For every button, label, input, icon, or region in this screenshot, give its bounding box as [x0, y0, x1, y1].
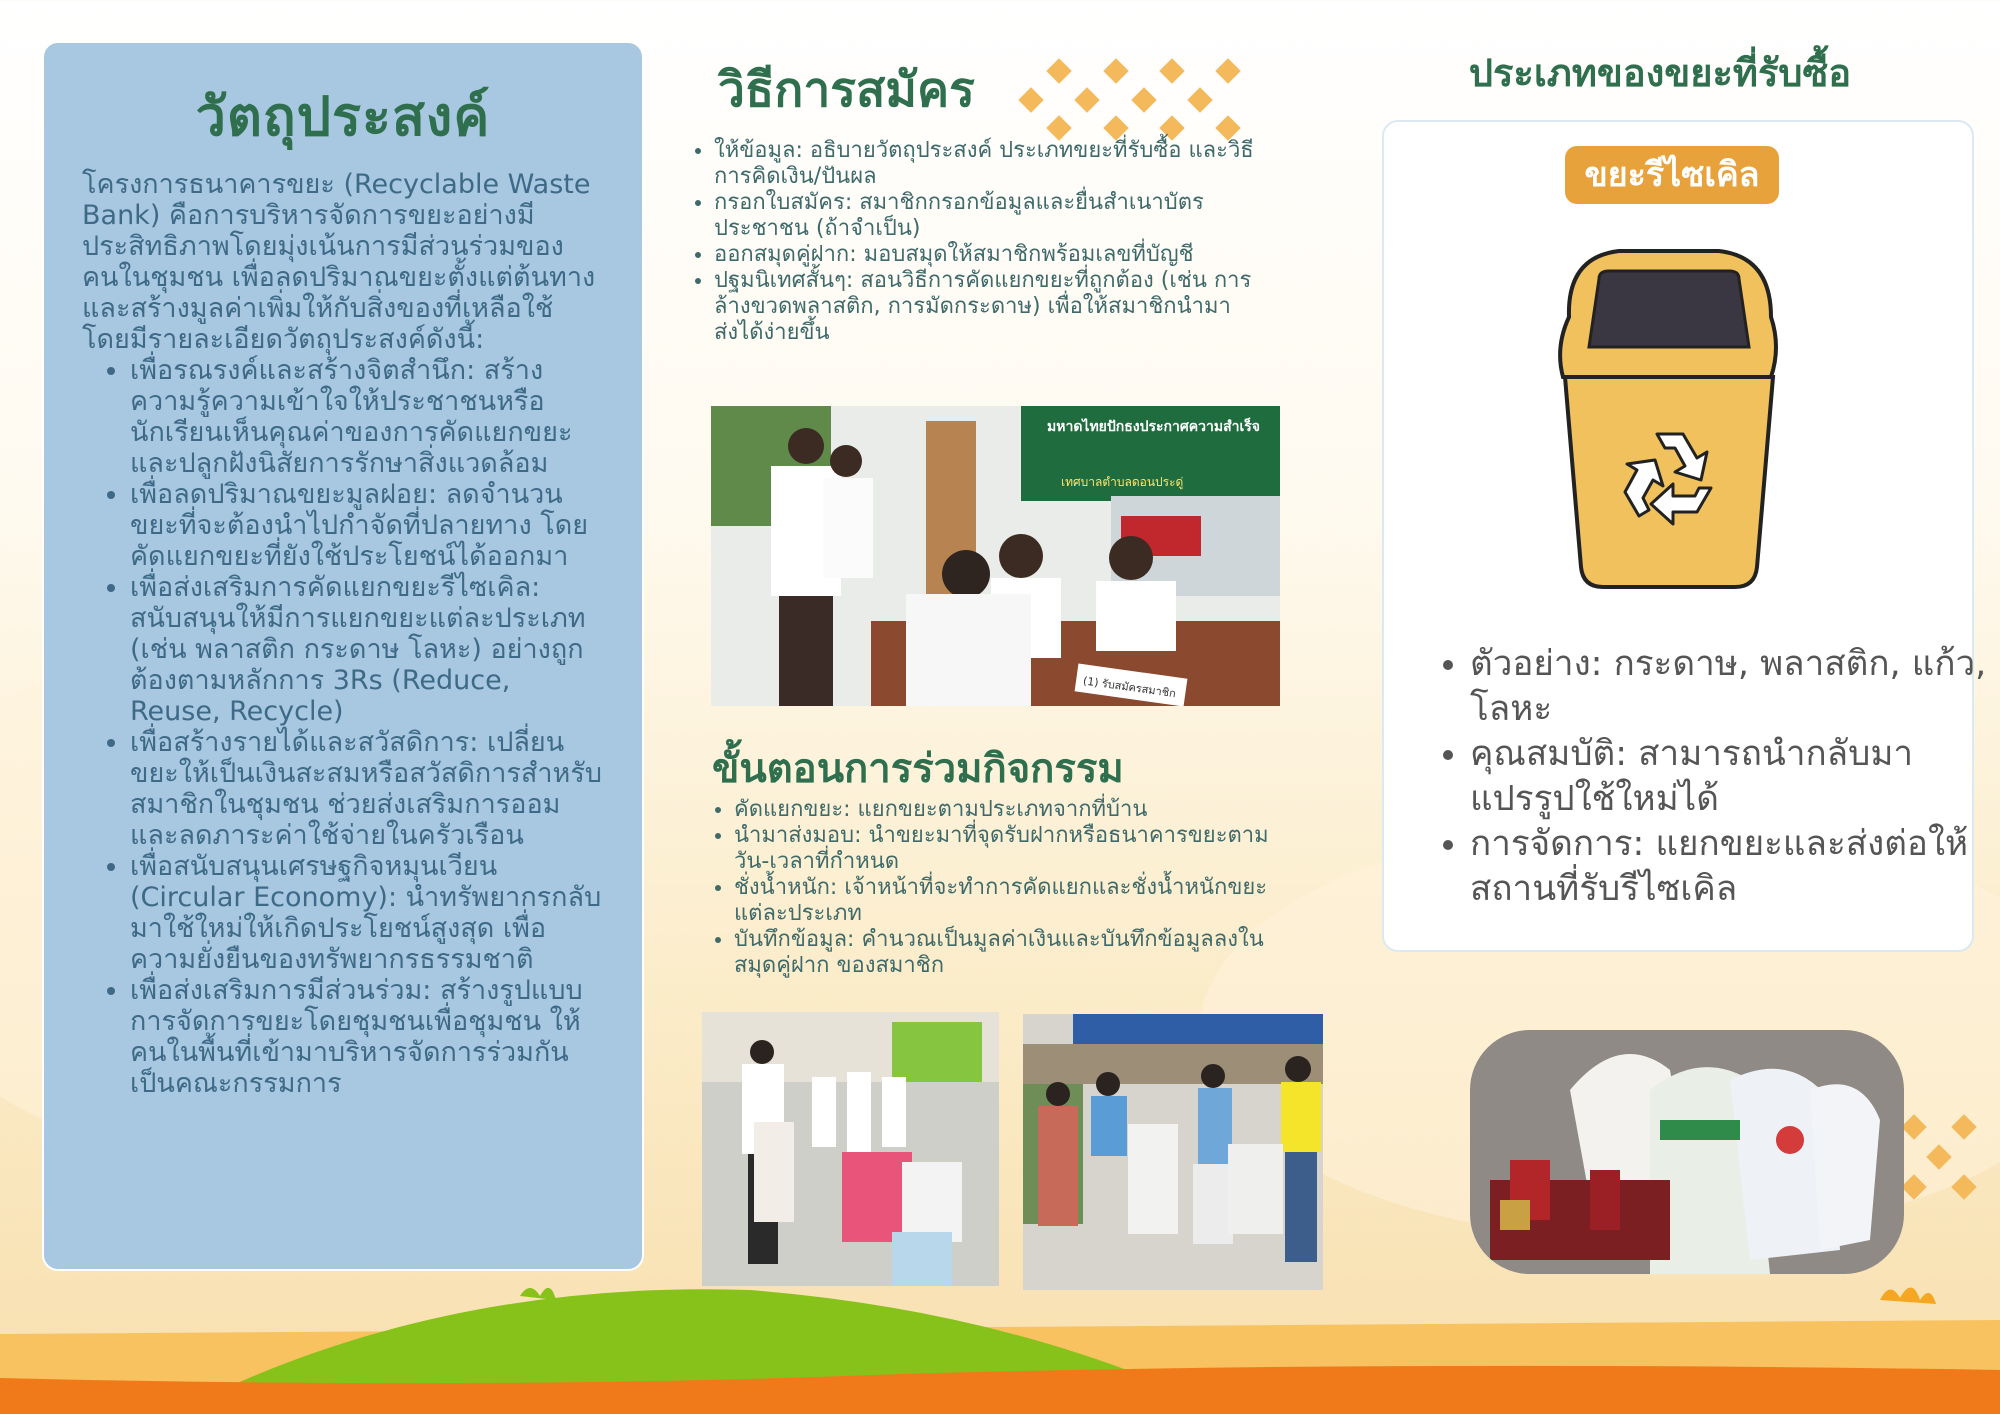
apply-list [686, 138, 1254, 346]
objective-item: • เพื่อส่งเสริมการคัดแยกขยะรีไซเคิล: สนับสนุนให้มีการแยกขยะแต่ละประเภท (เช่น พลาสติก กระดาษ โลหะ) อย่างถูกต้องตามหลักการ 3Rs (Reduce, Reuse, Recycle) [130, 572, 608, 727]
objective-title: วัตถุประสงค์ [195, 85, 491, 148]
recycle-badge: ขยะรีไซเคิล [1565, 146, 1779, 204]
types-title: ประเภทของขยะที่รับซื้อ [1468, 51, 1852, 95]
objective-item: • เพื่อรณรงค์และสร้างจิตสำนึก: สร้างความรู้ความเข้าใจให้ประชาชนหรือนักเรียนเห็นคุณค่าของการคัดแยกขยะ และปลูกฝังนิสัยการรักษาสิ่งแวดล้อม [130, 355, 608, 479]
objective-item: • เพื่อสร้างรายได้และสวัสดิการ: เปลี่ยนขยะให้เป็นเงินสะสมหรือสวัสดิการสำหรับสมาชิกในชุมชน ช่วยส่งเสริมการออมและลดภาระค่าใช้จ่ายในครัวเรือน [130, 727, 608, 851]
steps-item: • คัดแยกขยะ: แยกขยะตามประเภทจากที่บ้าน [734, 797, 1294, 823]
photo-banner-text: มหาดไทยปักธงประกาศความสำเร็จ [1047, 419, 1261, 435]
waste-bags-photo [1470, 1030, 1904, 1274]
registration-photo [711, 406, 1280, 706]
objective-item: • เพื่อส่งเสริมการมีส่วนร่วม: สร้างรูปแบบการจัดการขยะโดยชุมชนเพื่อชุมชน ให้คนในพื้นที่เข้ามาบริหารจัดการร่วมกันเป็นคณะกรรมการ [130, 975, 608, 1099]
event-photo-2 [1023, 1014, 1323, 1290]
steps-title: ขั้นตอนการร่วมกิจกรรม [712, 746, 1124, 792]
steps-item: • บันทึกข้อมูล: คำนวณเป็นมูลค่าเงินและบันทึกข้อมูลลงใน สมุดคู่ฝาก ของสมาชิก [734, 927, 1294, 979]
objective-list [44, 355, 642, 1099]
objective-item: • เพื่อลดปริมาณขยะมูลฝอย: ลดจำนวนขยะที่จะต้องนำไปกำจัดที่ปลายทาง โดยคัดแยกขยะที่ยังใช้ประโยชน์ได้ออกมา [130, 479, 608, 572]
ground-decoration [0, 1270, 2000, 1414]
objective-item: • เพื่อสนับสนุนเศรษฐกิจหมุนเวียน (Circular Economy): นำทรัพยากรกลับมาใช้ใหม่ให้เกิดประโยชน์สูงสุด เพื่อความยั่งยืนของทรัพยากรธรรมชาติ [130, 851, 608, 975]
objective-panel [42, 41, 644, 1271]
event-photo-1 [702, 1012, 999, 1286]
types-item: • ตัวอย่าง: กระดาษ, พลาสติก, แก้ว, โลหะ [1470, 642, 1990, 732]
steps-list [706, 797, 1294, 979]
objective-intro: โครงการธนาคารขยะ (Recyclable Waste Bank) คือการบริหารจัดการขยะอย่างมีประสิทธิภาพโดยมุ่งเน้นการมีส่วนร่วมของคนในชุมชน เพื่อลดปริมาณขยะตั้งแต่ต้นทางและสร้างมูลค่าเพิ่มให้กับสิ่งของที่เหลือใช้ โดยมีรายละเอียดวัตถุประสงค์ดังนี้: [82, 169, 596, 355]
apply-item: • กรอกใบสมัคร: สมาชิกกรอกข้อมูลและยื่นสำเนาบัตรประชาชน (ถ้าจำเป็น) [714, 190, 1254, 242]
apply-item: • ปฐมนิเทศสั้นๆ: สอนวิธีการคัดแยกขยะที่ถูกต้อง (เช่น การล้างขวดพลาสติก, การมัดกระดาษ) เพื่อให้สมาชิกนำมาส่งได้ง่ายขึ้น [714, 268, 1254, 346]
steps-item: • นำมาส่งมอบ: นำขยะมาที่จุดรับฝากหรือธนาคารขยะตามวัน-เวลาที่กำหนด [734, 823, 1294, 875]
recycle-bin-icon [1539, 237, 1799, 597]
apply-title: วิธีการสมัคร [718, 62, 975, 118]
photo-desk-sign: (1) รับสมัครสมาชิก [1082, 674, 1177, 701]
apply-item: • ให้ข้อมูล: อธิบายวัตถุประสงค์ ประเภทขยะที่รับซื้อ และวิธีการคิดเงิน/ปันผล [714, 138, 1254, 190]
types-list [1430, 642, 1990, 912]
photo-banner-sub: เทศบาลตำบลดอนประดู่ [1061, 475, 1184, 489]
types-item: • คุณสมบัติ: สามารถนำกลับมาแปรรูปใช้ใหม่ได้ [1470, 732, 1990, 822]
apply-item: • ออกสมุดคู่ฝาก: มอบสมุดให้สมาชิกพร้อมเลขที่บัญชี [714, 242, 1254, 268]
types-item: • การจัดการ: แยกขยะและส่งต่อให้สถานที่รับรีไซเคิล [1470, 822, 1990, 912]
steps-item: • ชั่งน้ำหนัก: เจ้าหน้าที่จะทำการคัดแยกและชั่งน้ำหนักขยะแต่ละประเภท [734, 875, 1294, 927]
recycle-card [1382, 120, 1987, 952]
